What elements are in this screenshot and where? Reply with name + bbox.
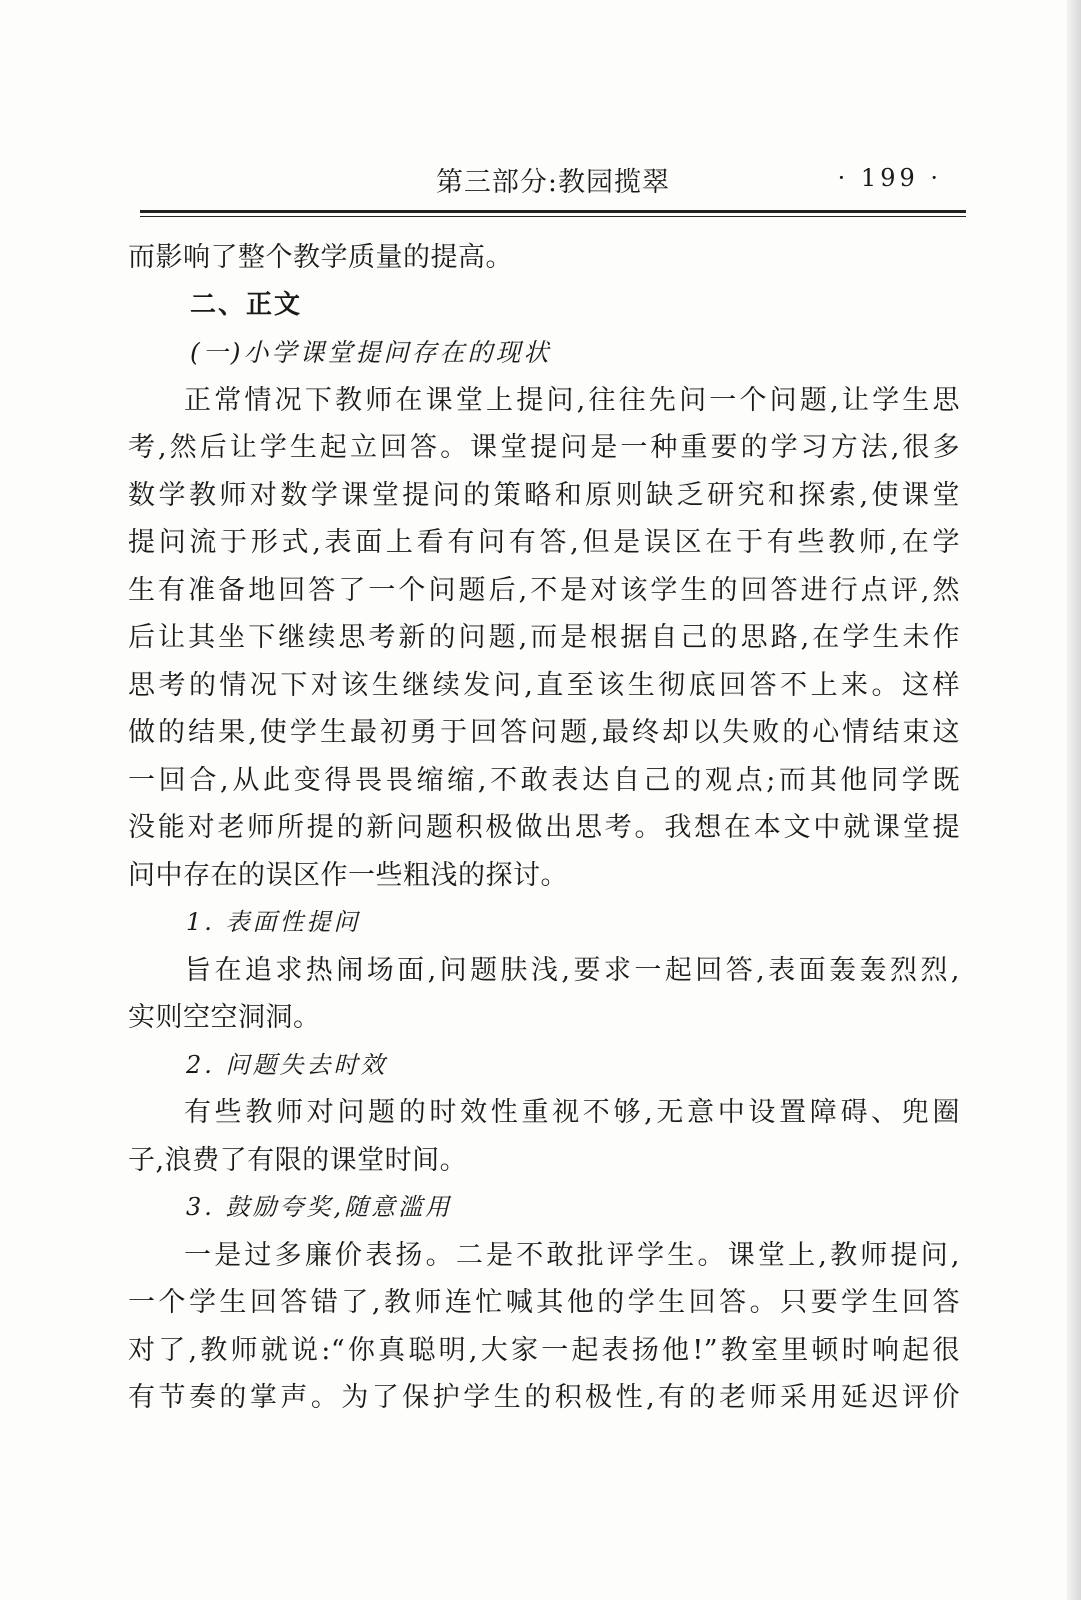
page-edge-shadow [1067,0,1081,1600]
text-line: 问中存在的误区作一些粗浅的探讨。 [128,859,568,891]
text-line: 生有准备地回答了一个问题后,不是对该学生的回答进行点评,然 [128,574,960,606]
text-line: 一个学生回答错了,教师连忙喊其他的学生回答。只要学生回答 [128,1287,960,1318]
subsection-heading: (一)小学课堂提问存在的现状 [190,338,552,367]
body-text [128,234,960,1422]
text-line: 子,浪费了有限的课堂时间。 [128,1144,468,1176]
header-rule-thick [140,210,966,213]
section-heading: 二、正文 [190,289,303,320]
page-header [140,160,966,196]
text-line: 一回合,从此变得畏畏缩缩,不敢表达自己的观点;而其他同学既 [128,764,960,796]
header-rule-thin [140,216,966,217]
text-line: 实则空空洞洞。 [128,1002,321,1033]
text-line: 有些教师对问题的时效性重视不够,无意中设置障碍、兜圈 [184,1097,960,1128]
text-line: 正常情况下教师在课堂上提问,往往先问一个问题,让学生思 [184,384,960,416]
text-line: 而影响了整个教学质量的提高。 [128,242,513,273]
item-heading: 2. 问题失去时效 [186,1050,388,1079]
item-heading: 1. 表面性提问 [186,908,361,936]
text-line: 一是过多廉价表扬。二是不敢批评学生。课堂上,教师提问, [184,1239,960,1271]
page-number: · 199 · [837,164,942,192]
text-line: 后让其坐下继续思考新的问题,而是根据自己的思路,在学生未作 [128,622,960,653]
running-title: 第三部分:教园揽翠 [435,167,671,198]
item-heading: 3. 鼓励夸奖,随意滥用 [186,1193,453,1221]
text-line: 做的结果,使学生最初勇于回答问题,最终却以失败的心情结束这 [128,717,960,748]
text-line: 有节奏的掌声。为了保护学生的积极性,有的老师采用延迟评价 [128,1382,960,1413]
text-line: 旨在追求热闹场面,问题肤浅,要求一起回答,表面轰轰烈烈, [184,954,960,986]
text-line: 对了,教师就说:“你真聪明,大家一起表扬他!”教室里顿时响起很 [128,1334,960,1366]
text-line: 考,然后让学生起立回答。课堂提问是一种重要的学习方法,很多 [128,432,960,463]
text-line: 思考的情况下对该生继续发问,直至该生彻底回答不上来。这样 [128,669,960,701]
text-line: 没能对老师所提的新问题积极做出思考。我想在本文中就课堂提 [128,812,960,843]
text-line: 提问流于形式,表面上看有问有答,但是误区在于有些教师,在学 [128,527,960,558]
text-line: 数学教师对数学课堂提问的策略和原则缺乏研究和探索,使课堂 [128,479,960,511]
